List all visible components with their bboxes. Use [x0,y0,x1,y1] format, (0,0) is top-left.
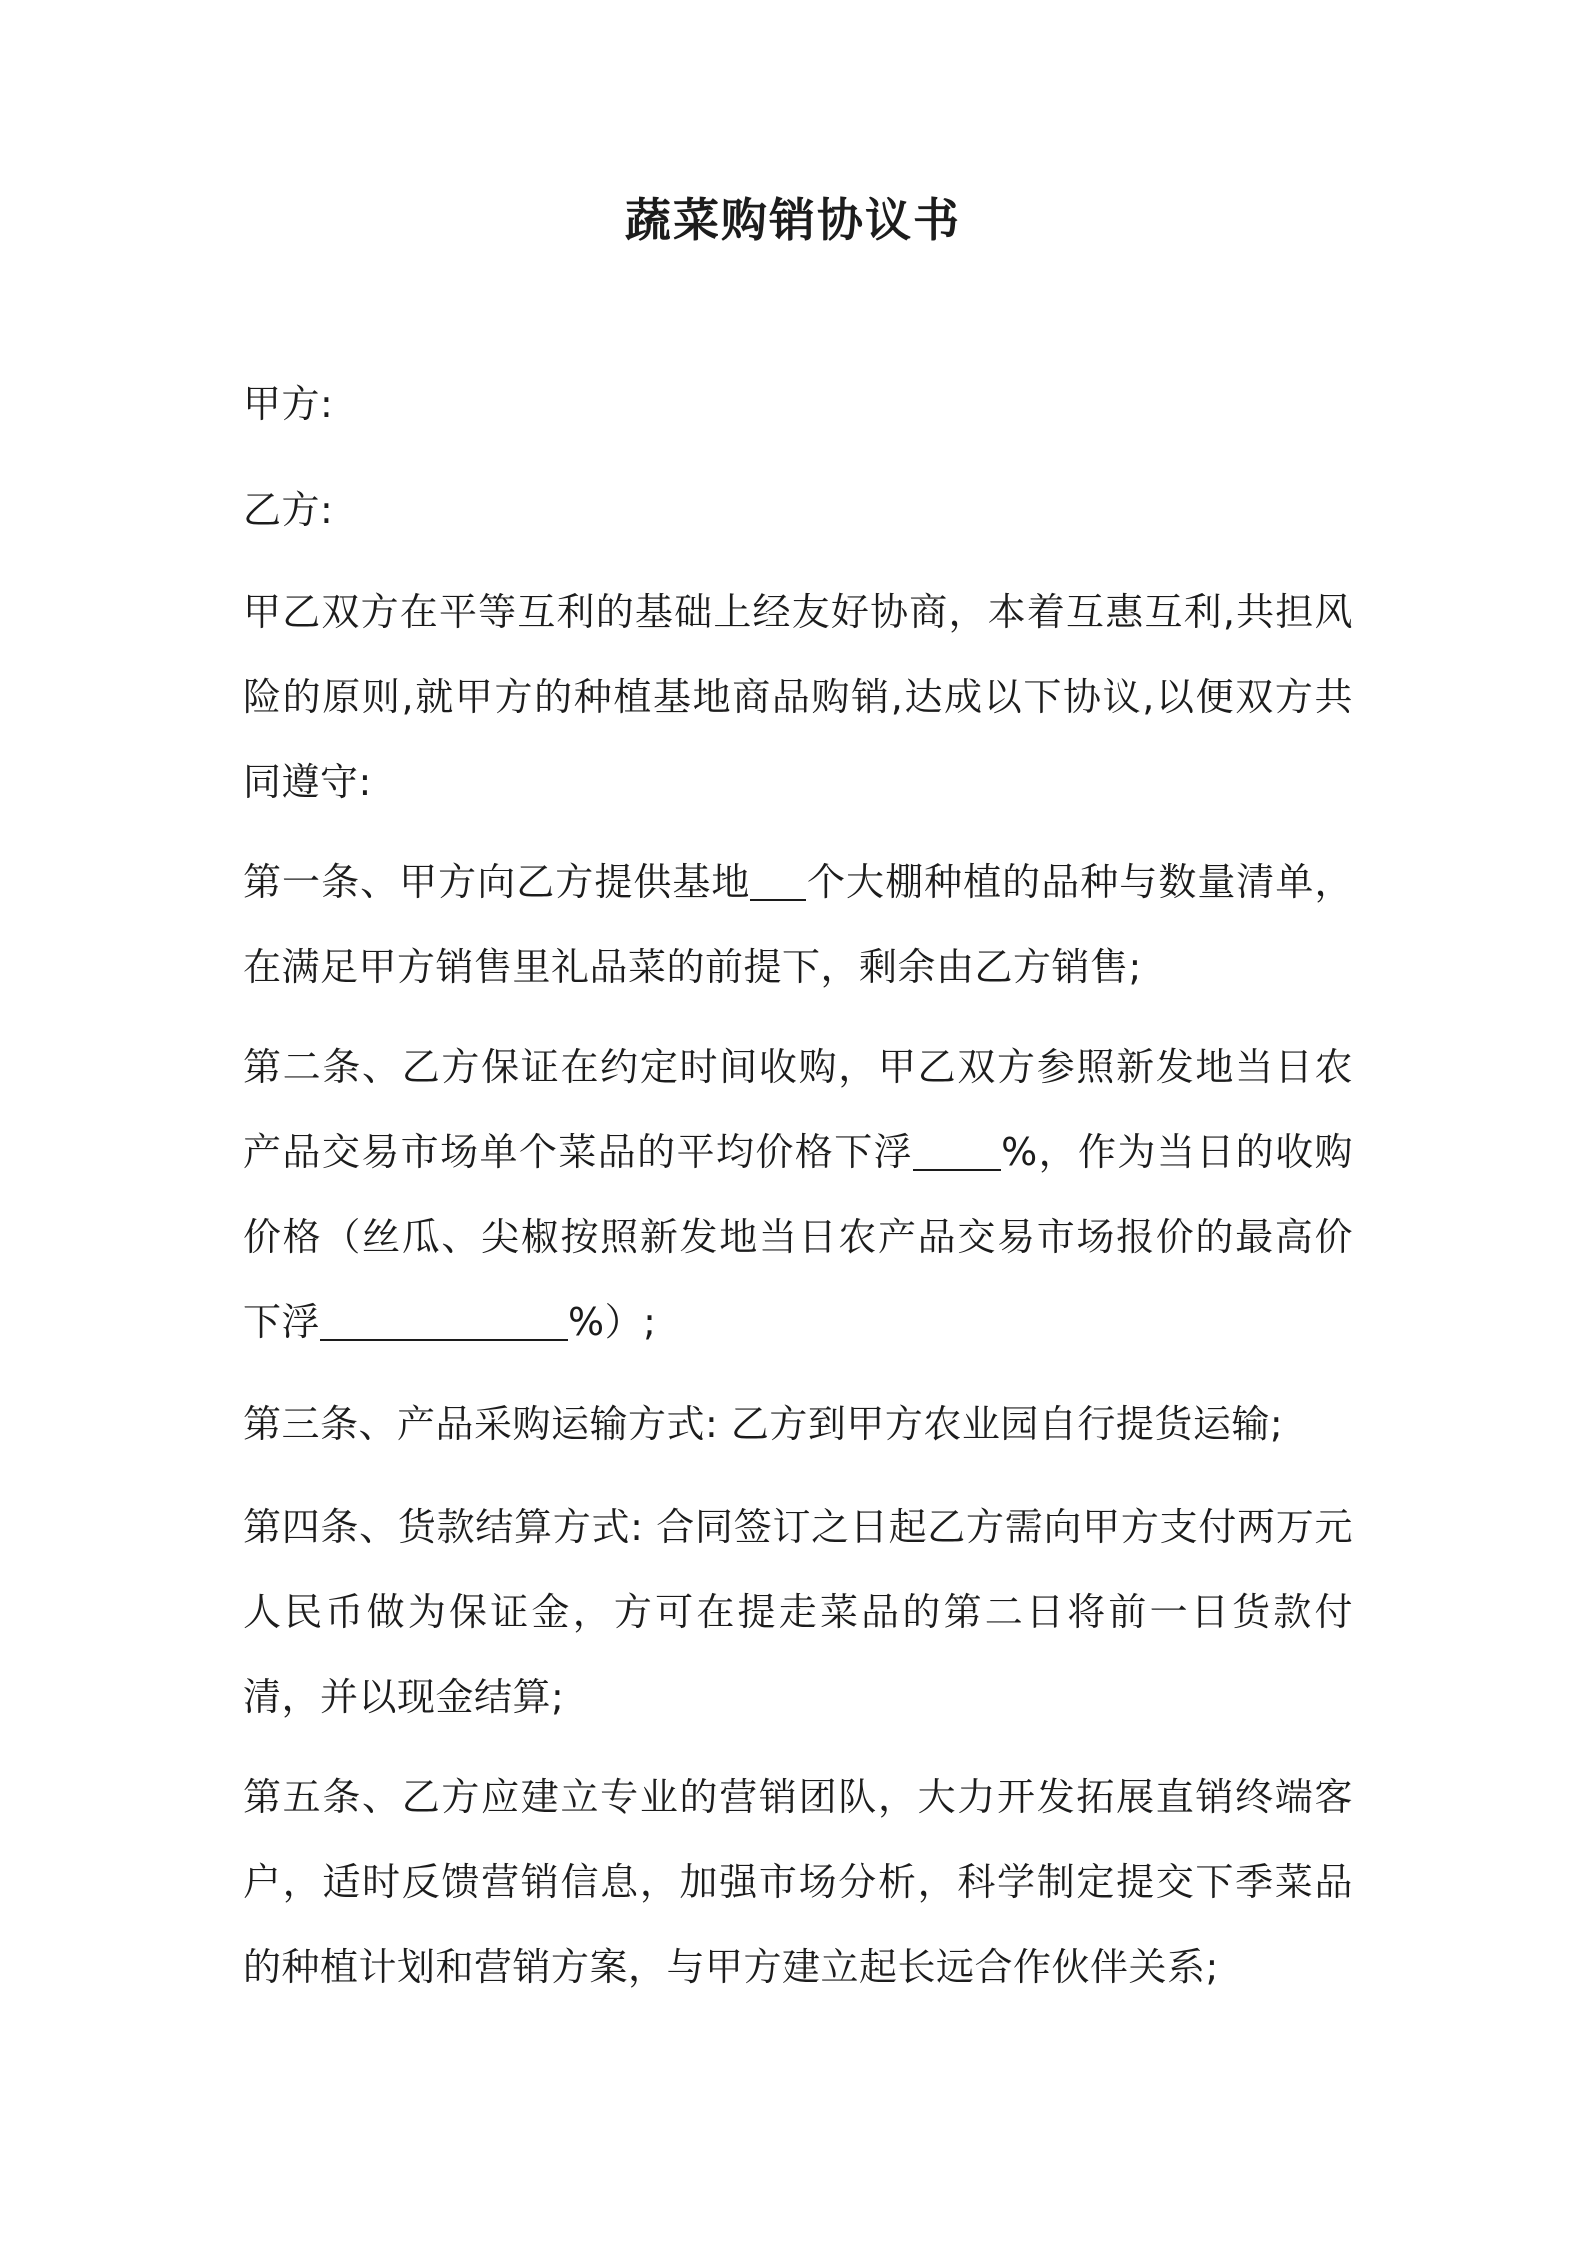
max-price-discount-blank [320,1303,568,1341]
article-1-text-after: 个大棚种植的品种与数量清单，在满足甲方销售里礼品菜的前提下，剩余由乙方销售; [243,860,1353,989]
article-4-paragraph: 第四条、货款结算方式: 合同签订之日起乙方需向甲方支付两万元人民币做为保证金，方可在提走菜品的第二日将前一日货款付清，并以现金结算; [243,1505,1353,1719]
greenhouse-count-blank [750,863,806,901]
article-2-text-part-3: %）; [568,1300,657,1344]
article-2-text-part-2: %，作为当日的收购价格（丝瓜、尖椒按照新发地当日农产品交易市场报价的最高价下浮 [243,1130,1353,1344]
discount-percent-blank [913,1133,1001,1171]
article-5-paragraph: 第五条、乙方应建立专业的营销团队，大力开发拓展直销终端客户，适时反馈营销信息，加强市场分析，科学制定提交下季菜品的种植计划和营销方案，与甲方建立起长远合作伙伴关系; [243,1775,1353,1989]
article-2-paragraph [243,1025,1353,1365]
article-2-text-part-1: 第二条、乙方保证在约定时间收购，甲乙双方参照新发地当日农产品交易市场单个菜品的平均价格下浮 [243,1045,1353,1174]
document-title: 蔬菜购销协议书 [625,193,961,247]
article-1-paragraph [243,840,1353,1010]
intro-paragraph: 甲乙双方在平等互利的基础上经友好协商，本着互惠互利,共担风险的原则,就甲方的种植基地商品购销,达成以下协议,以便双方共同遵守: [243,590,1353,804]
party-a-label: 甲方: [243,382,334,426]
article-1-text-before: 第一条、甲方向乙方提供基地 [243,860,751,904]
article-3-paragraph: 第三条、产品采购运输方式: 乙方到甲方农业园自行提货运输; [243,1402,1284,1446]
party-b-label: 乙方: [243,488,334,532]
